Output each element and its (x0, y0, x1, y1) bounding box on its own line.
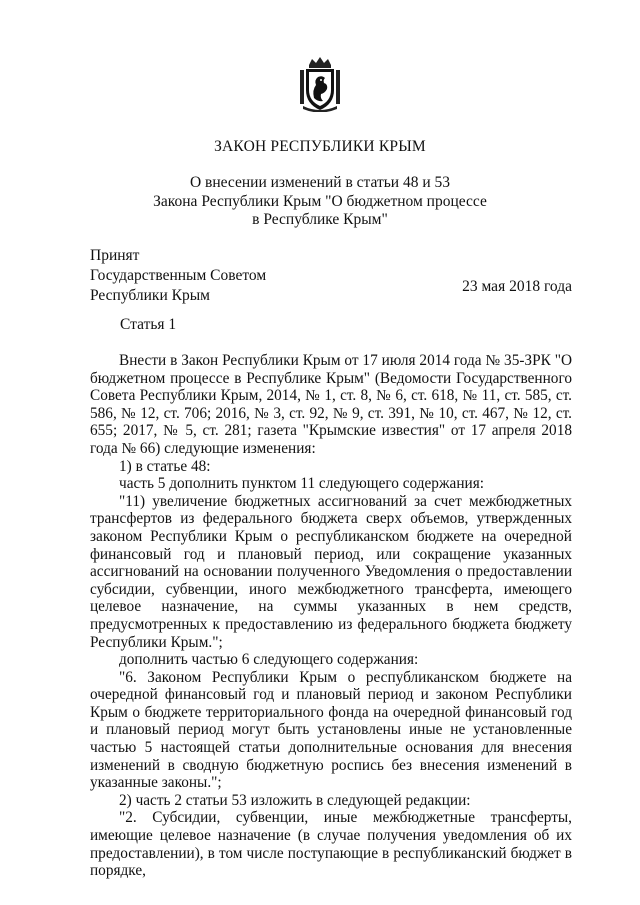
paragraph: "6. Законом Республики Крым о республиканском бюджете на очередной финансовый год и плановый период и законом Республики Крым о бюджете территориального фонда на очередной финансовый год и плановый период могут быть установлены иные не установленные частью 5 настоящей статьи дополнительные основания для внесения изменений в сводную бюджетную роспись без внесения изменений в указанные законы."; (90, 668, 572, 792)
adoption-line: Государственным Советом (90, 267, 267, 284)
paragraph: 1) в статье 48: (119, 457, 211, 475)
paragraph: Внести в Закон Республики Крым от 17 июля 2014 года № 35-ЗРК "О бюджетном процессе в Республике Крым" (Ведомости Государственного Совета Республики Крым, 2014, № 1, ст. 8, № 6, ст. 618, № 11, ст. 585, ст. 586, № 12, ст. 706; 2016, № 3, ст. 92, № 9, ст. 391, № 10, ст. 467, № 12, ст. 655; 2017, № 5, ст. 281; газета "Крымские известия" от 17 апреля 2018 года № 66) следующие изменения: (90, 352, 572, 457)
adoption-line: Республики Крым (90, 287, 210, 304)
adoption-block (90, 246, 266, 306)
paragraph: дополнить частью 6 следующего содержания: (119, 651, 419, 669)
crimea-coat-of-arms-icon (297, 56, 343, 112)
paragraph: часть 5 дополнить пунктом 11 следующего содержания: (119, 475, 484, 493)
paragraph: 2) часть 2 статьи 53 изложить в следующей редакции: (119, 791, 471, 809)
law-body (90, 352, 572, 880)
subtitle-line: в Республике Крым" (252, 211, 388, 228)
law-title: ЗАКОН РЕСПУБЛИКИ КРЫМ (214, 138, 426, 155)
article-heading: Статья 1 (120, 316, 177, 333)
subtitle-line: Закона Республики Крым "О бюджетном процессе (153, 192, 487, 210)
subtitle-line: О внесении изменений в статьи 48 и 53 (189, 174, 451, 191)
adoption-date: 23 мая 2018 года (462, 278, 572, 295)
adoption-line: Принят (90, 247, 140, 264)
law-subtitle (90, 174, 550, 230)
paragraph: "2. Субсидии, субвенции, иные межбюджетные трансферты, имеющие целевое назначение (в случае получения уведомления об их предоставлении), в том числе поступающие в республиканский бюджет в порядке, (90, 809, 572, 880)
paragraph: "11) увеличение бюджетных ассигнований за счет межбюджетных трансфертов из федерального бюджета сверх объемов, утвержденных законом Республики Крым о республиканском бюджете на очередной финансовый год и плановый период, или сокращение указанных ассигнований на основании полученного Уведомления о предоставлении субсидии, субвенции, иного межбюджетного трансферта, имеющего целевое назначение, на суммы указанных в нем средств, предусмотренных к предоставлению из федерального бюджета бюджету Республики Крым."; (90, 492, 572, 651)
